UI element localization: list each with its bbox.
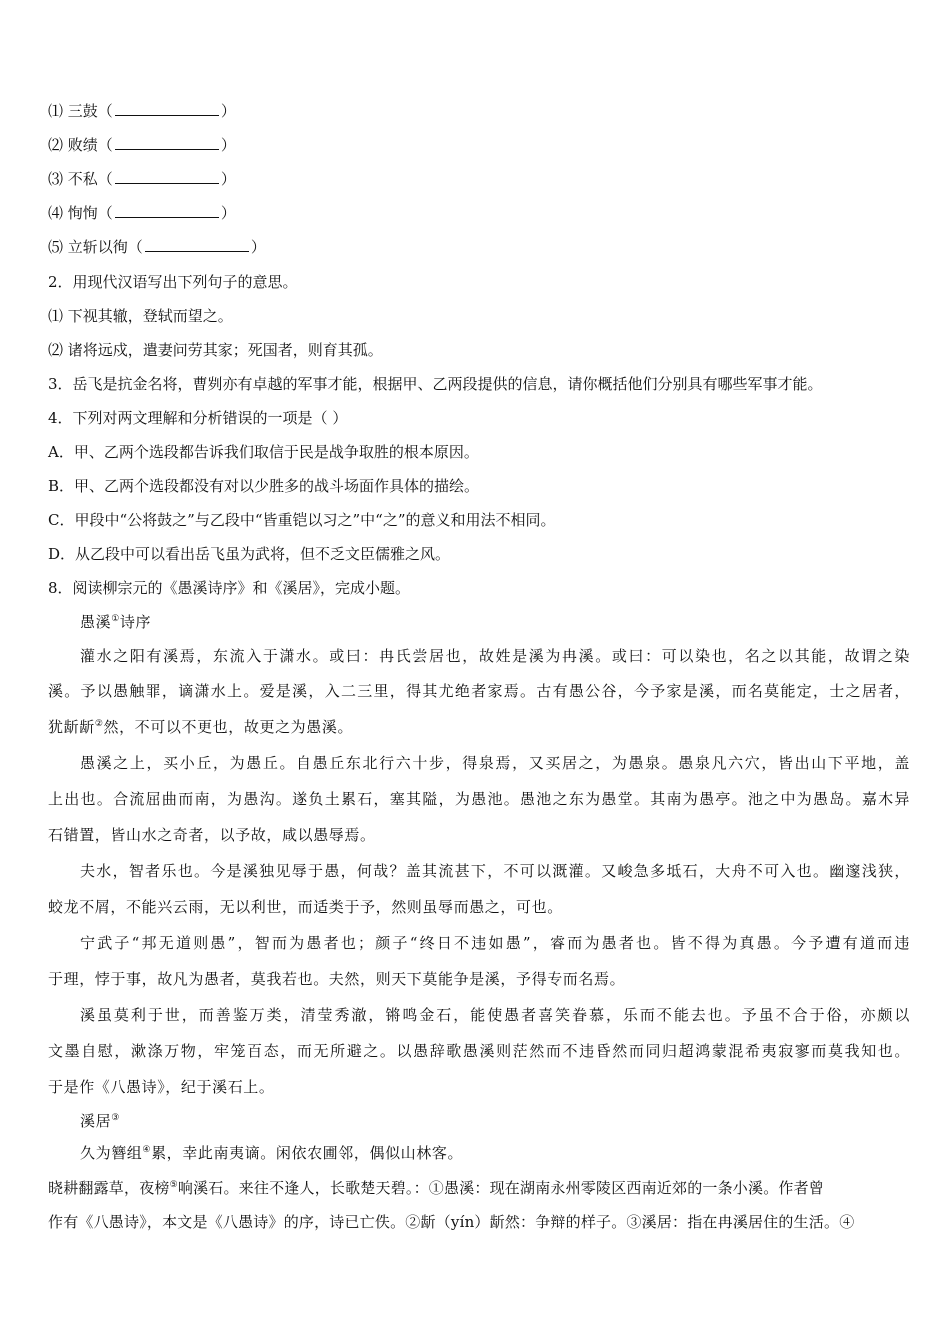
q4-option-c: C．甲段中“公将鼓之”与乙段中“皆重铠以习之”中“之”的意义和用法不相同。 xyxy=(48,511,556,529)
answer-blank[interactable] xyxy=(115,135,219,150)
footnote-marker: ④ xyxy=(142,1145,152,1155)
answer-blank[interactable] xyxy=(115,203,219,218)
footnote-marker: ① xyxy=(111,614,120,624)
item-close: ） xyxy=(220,102,236,120)
item-number: ⑴ xyxy=(48,102,64,120)
q8-title: 8．阅读柳宗元的《愚溪诗序》和《溪居》，完成小题。 xyxy=(48,579,411,597)
passage-heading-2 xyxy=(80,1110,910,1132)
line-text: 晓耕翻露草，夜榜 xyxy=(48,1179,170,1197)
item-word: 败绩（ xyxy=(67,136,113,154)
heading-text: 溪居 xyxy=(80,1112,112,1130)
paragraph-1-line-1: 灌水之阳有溪焉，东流入于潇水。或曰：冉氏尝居也，故姓是溪为冉溪。或曰：可以染也，名之以其能，故谓之染 xyxy=(80,647,910,665)
paragraph-4-line-1: 宁武子“邦无道则愚”，智而为愚者也；颜子“终日不违如愚”，睿而为愚者也。皆不得为真愚。今予遭有道而违 xyxy=(80,934,910,952)
answer-blank[interactable] xyxy=(115,101,219,116)
footnote-marker: ② xyxy=(94,719,104,729)
paragraph-3-line-2: 蛟龙不屑，不能兴云雨，无以利世，而适类于予，然则虽辱而愚之，可也。 xyxy=(48,898,563,916)
answer-blank[interactable] xyxy=(115,169,219,184)
q1-item-4 xyxy=(48,202,910,224)
q1-item-5 xyxy=(48,236,910,258)
paragraph-1-line-3 xyxy=(48,716,910,738)
q1-item-2 xyxy=(48,134,910,156)
q3-text: 3．岳飞是抗金名将，曹刿亦有卓越的军事才能，根据甲、乙两段提供的信息，请你概括他们分别具有哪些军事才能。 xyxy=(48,375,823,393)
line-text: 响溪石。来往不逢人，长歌楚天碧。：①愚溪：现在湖南永州零陵区西南近郊的一条小溪。作者曾 xyxy=(177,1179,824,1197)
paragraph-4-line-2: 于理，悖于事，故凡为愚者，莫我若也。夫然，则天下莫能争是溪，予得专而名焉。 xyxy=(48,970,626,988)
paragraph-1-line-2: 溪。予以愚触罪，谪潇水上。爱是溪，入二三里，得其尤绝者家焉。古有愚公谷，今予家是溪，而名莫能定，士之居者， xyxy=(48,682,910,700)
paragraph-2-line-2: 上出也。合流屈曲而南，为愚沟。遂负土累石，塞其隘，为愚池。愚池之东为愚堂。其南为愚亭。池之中为愚岛。嘉木异 xyxy=(48,790,910,808)
line-text: 犹龂龂 xyxy=(48,718,95,736)
q4-option-d: D．从乙段中可以看出岳飞虽为武将，但不乏文臣儒雅之风。 xyxy=(48,545,451,563)
poem-line-1 xyxy=(80,1142,910,1164)
paragraph-2-line-3: 石错置，皆山水之奇者，以予故，咸以愚辱焉。 xyxy=(48,826,376,844)
item-number: ⑵ xyxy=(48,136,64,154)
paragraph-3-line-1: 夫水，智者乐也。今是溪独见辱于愚，何哉？盖其流甚下，不可以溉灌。又峻急多坻石，大舟不可入也。幽邃浅狭， xyxy=(80,862,910,880)
passage-heading-1 xyxy=(80,611,910,633)
q2-sentence-2: ⑵ 诸将远戍，遣妻问劳其家；死国者，则育其孤。 xyxy=(48,341,383,359)
item-close: ） xyxy=(250,238,266,256)
q2-sentence-1: ⑴ 下视其辙，登轼而望之。 xyxy=(48,307,233,325)
line-text: 久为簪组 xyxy=(80,1144,143,1162)
heading-text: 愚溪 xyxy=(80,613,112,631)
q2-title: 2．用现代汉语写出下列句子的意思。 xyxy=(48,273,298,291)
footnote-marker: ⑤ xyxy=(169,1180,178,1190)
item-number: ⑶ xyxy=(48,170,64,188)
item-word: 三鼓（ xyxy=(67,102,113,120)
item-close: ） xyxy=(220,170,236,188)
item-close: ） xyxy=(220,136,236,154)
q4-option-a: A．甲、乙两个选段都告诉我们取信于民是战争取胜的根本原因。 xyxy=(48,443,479,461)
answer-blank[interactable] xyxy=(145,237,249,252)
q1-item-3 xyxy=(48,168,910,190)
line-text: 累，幸此南夷谪。闲依农圃邻，偶似山林客。 xyxy=(151,1144,464,1162)
q4-title: 4．下列对两文理解和分析错误的一项是（ ） xyxy=(48,409,348,427)
item-close: ） xyxy=(220,204,236,222)
paragraph-5-line-1: 溪虽莫利于世，而善鉴万类，清莹秀澈，锵鸣金石，能使愚者喜笑眷慕，乐而不能去也。予虽不合于俗，亦颇以 xyxy=(80,1006,910,1024)
paragraph-2-line-1: 愚溪之上，买小丘，为愚丘。自愚丘东北行六十步，得泉焉，又买居之，为愚泉。愚泉凡六穴，皆出山下平地，盖 xyxy=(80,754,910,772)
paragraph-5-line-2: 文墨自慰，漱涤万物，牢笼百态，而无所避之。以愚辞歌愚溪则茫然而不违昏然而同归超鸿蒙混希夷寂寥而莫我知也。 xyxy=(48,1042,910,1060)
item-word: 立斩以徇（ xyxy=(67,238,143,256)
item-number: ⑷ xyxy=(48,204,64,222)
q4-option-b: B．甲、乙两个选段都没有对以少胜多的战斗场面作具体的描绘。 xyxy=(48,477,480,495)
line-text: 然，不可以不更也，故更之为愚溪。 xyxy=(103,718,354,736)
heading-text: 诗序 xyxy=(119,613,152,631)
item-number: ⑸ xyxy=(48,238,64,256)
footnote-marker: ③ xyxy=(111,1113,120,1123)
notes-line-2: 作有《八愚诗》，本文是《八愚诗》的序，诗已亡佚。②龂（yín）龂然：争辩的样子。③溪居：指在冉溪居住的生活。④ xyxy=(48,1213,855,1231)
paragraph-5-line-3: 于是作《八愚诗》，纪于溪石上。 xyxy=(48,1078,275,1096)
poem-line-2-with-notes xyxy=(48,1177,910,1199)
item-word: 恂恂（ xyxy=(67,204,113,222)
item-word: 不私（ xyxy=(67,170,113,188)
q1-item-1 xyxy=(48,100,910,122)
